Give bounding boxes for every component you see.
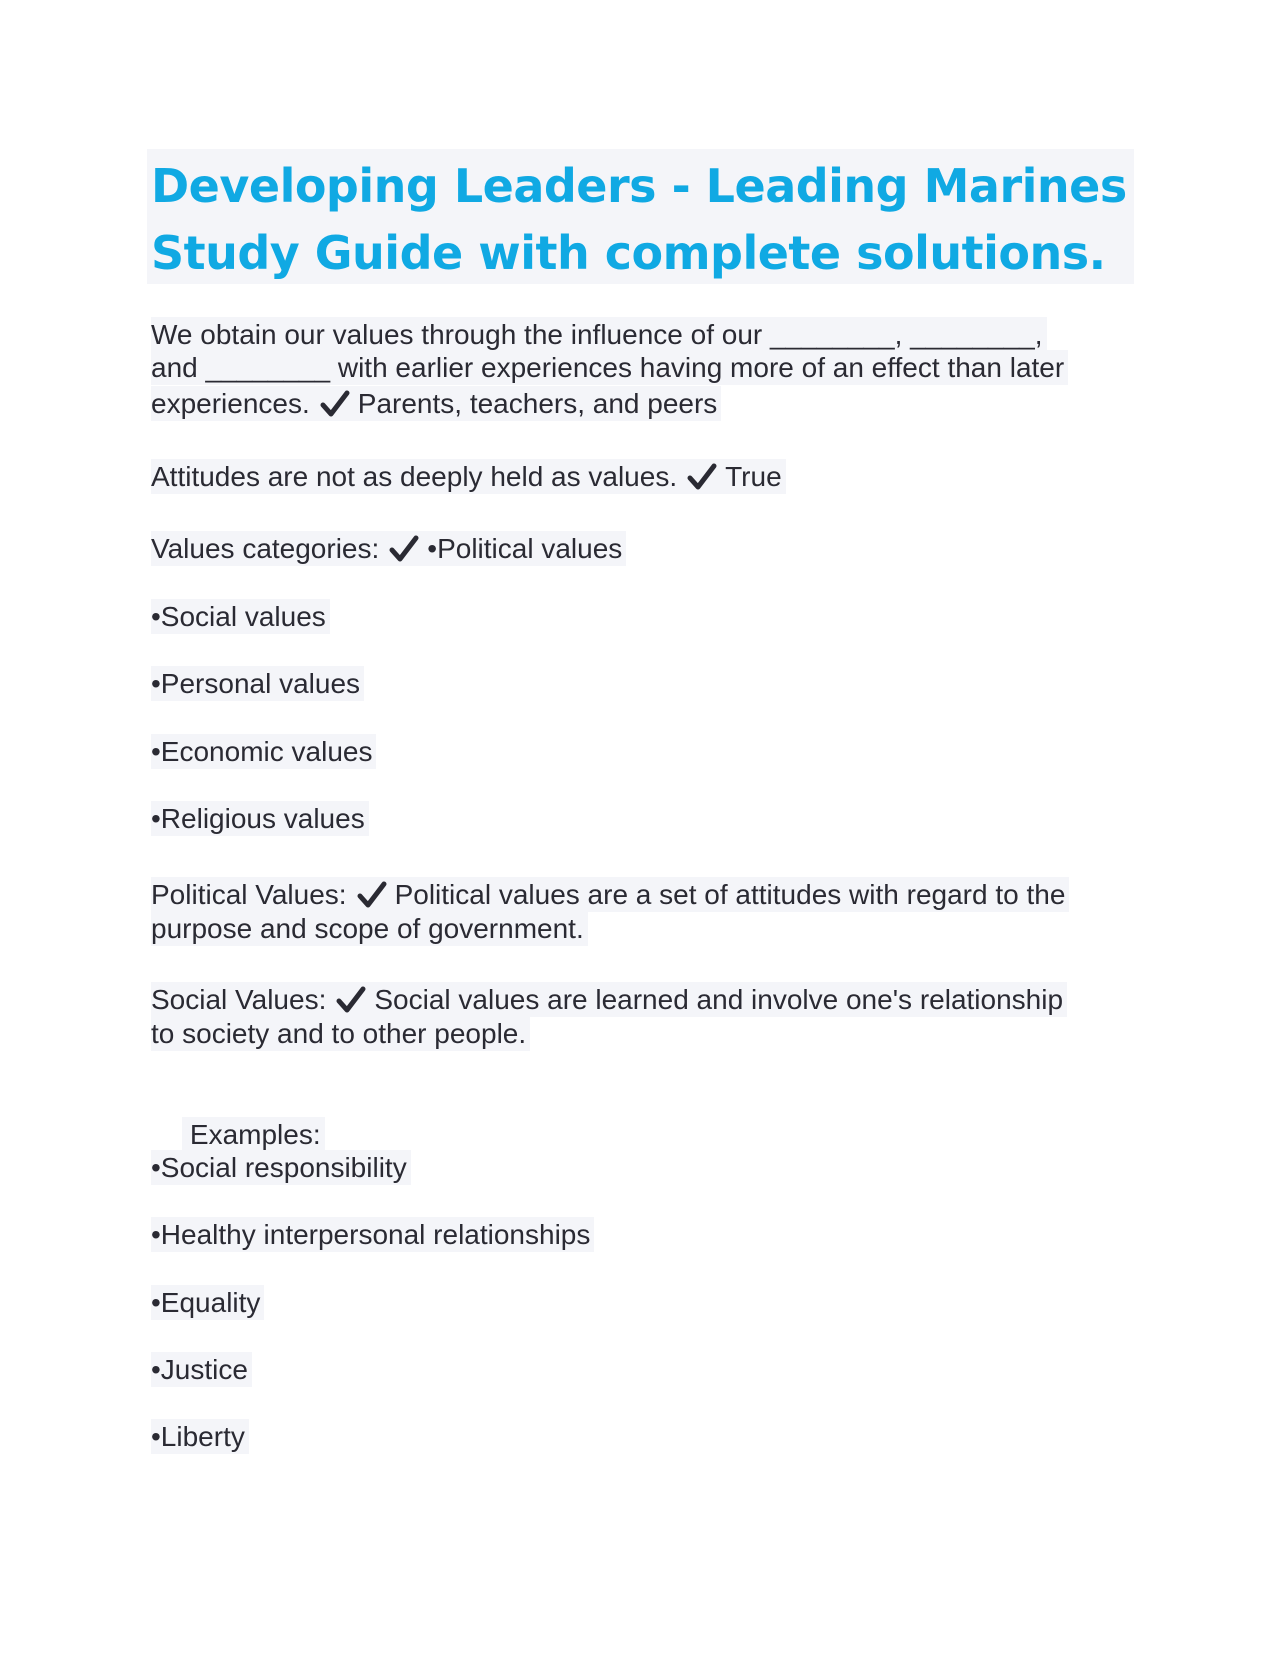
qa2-question: Attitudes are not as deeply held as values. <box>151 461 678 492</box>
qa4-question: Political Values: <box>151 879 347 910</box>
qa3-question: Values categories: <box>151 533 380 564</box>
qa5-line-2 <box>151 1017 530 1051</box>
qa1-question-line-1: We obtain our values through the influence of our ________, ________, <box>151 318 1047 352</box>
checkmark-icon <box>687 462 717 492</box>
checkmark-icon <box>389 534 419 564</box>
title-line-1: Developing Leaders - Leading Marines <box>151 159 1127 213</box>
qa5-answer-line-2: to society and to other people. <box>151 1016 530 1051</box>
list-item: •Healthy interpersonal relationships <box>151 1218 594 1252</box>
qa3-line <box>151 532 626 566</box>
qa1-question-end: experiences. <box>151 388 310 419</box>
qa3-answer-first: •Political values <box>427 533 623 564</box>
qa5-line-1 <box>151 983 1067 1017</box>
qa4-answer-line-2: purpose and scope of government. <box>151 911 588 946</box>
list-item: •Liberty <box>151 1420 249 1454</box>
qa5-answer-line-1: Social values are learned and involve one's relationship <box>374 984 1064 1015</box>
list-item: •Economic values <box>151 735 376 769</box>
list-item: •Religious values <box>151 802 369 836</box>
qa4-line-1 <box>151 878 1069 912</box>
list-item: •Justice <box>151 1353 252 1387</box>
page-title <box>147 149 1134 284</box>
qa1-question-line-3 <box>151 387 721 421</box>
qa2-answer: True <box>725 461 782 492</box>
examples-label: Examples: <box>151 1084 325 1186</box>
qa1-answer: Parents, teachers, and peers <box>357 388 718 419</box>
qa4-line-2 <box>151 912 588 946</box>
checkmark-icon <box>320 389 350 419</box>
qa4-answer-line-1: Political values are a set of attitudes with regard to the <box>394 879 1066 910</box>
list-item: •Personal values <box>151 667 364 701</box>
checkmark-icon <box>357 880 387 910</box>
title-line-2: Study Guide with complete solutions. <box>151 226 1106 280</box>
checkmark-icon <box>336 985 366 1015</box>
qa5-question: Social Values: <box>151 984 327 1015</box>
list-item: •Equality <box>151 1286 264 1320</box>
list-item: •Social values <box>151 600 330 634</box>
list-item: •Social responsibility <box>151 1151 411 1185</box>
qa1-question-line-2: and ________ with earlier experiences having more of an effect than later <box>151 351 1068 385</box>
qa2-line <box>151 460 786 494</box>
